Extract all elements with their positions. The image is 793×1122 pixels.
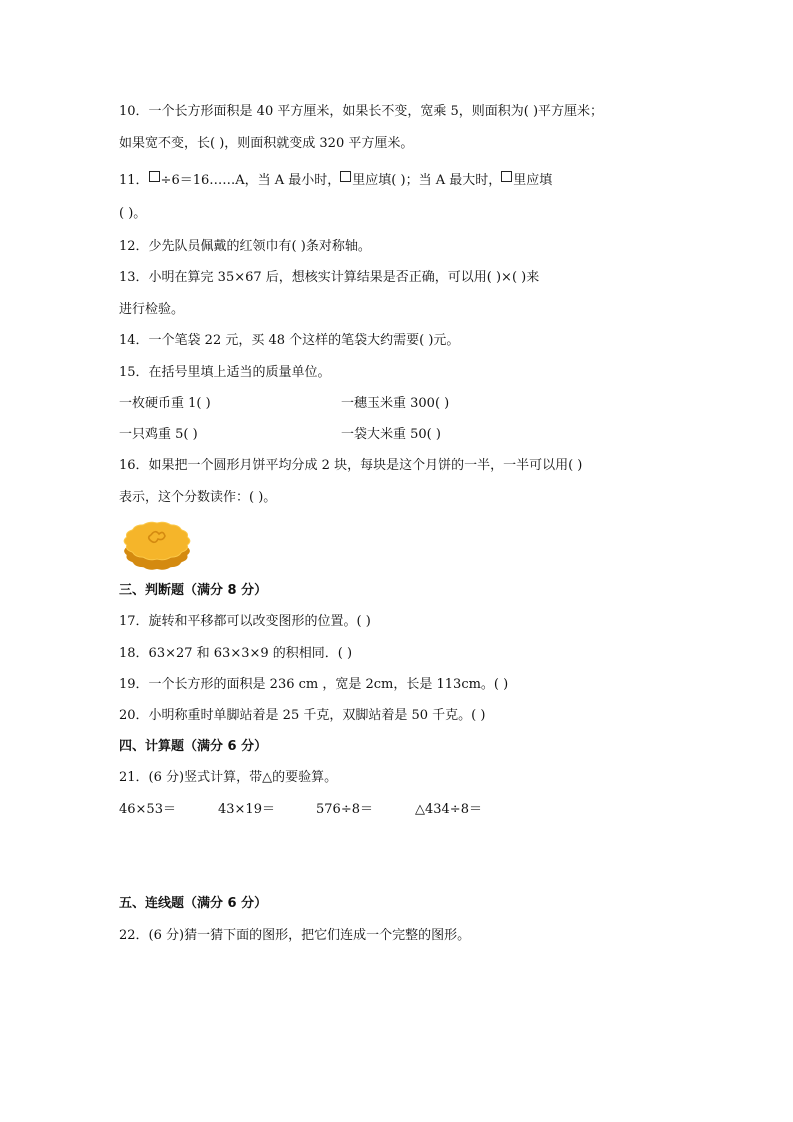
q12-line1: 12．少先队员佩戴的红领巾有( )条对称轴。 [119, 239, 371, 254]
q10-line1: 10．一个长方形面积是 40 平方厘米，如果长不变，宽乘 5，则面积为( )平方厘米； [119, 104, 604, 119]
square-box-icon [340, 171, 351, 182]
section3-title: 三、判断题（满分 8 分） [119, 583, 268, 598]
q17-line1: 17．旋转和平移都可以改变图形的位置。( ) [119, 614, 371, 629]
q11-part1: ÷6＝16……A，当 A 最小时， [160, 173, 341, 188]
q11-part2: 里应填( )；当 A 最大时， [352, 173, 502, 188]
q21-calc-2: 43×19＝ [218, 802, 275, 817]
q15-item-chicken: 一只鸡重 5( ) [119, 427, 198, 442]
q20-line1: 20．小明称重时单脚站着是 25 千克，双脚站着是 50 千克。( ) [119, 708, 486, 723]
q21-line1: 21．(6 分)竖式计算，带△的要验算。 [119, 770, 338, 785]
q22-line1: 22．(6 分)猜一猜下面的图形，把它们连成一个完整的图形。 [119, 928, 471, 943]
q21-calc-1: 46×53＝ [119, 802, 176, 817]
section4-title: 四、计算题（满分 6 分） [119, 739, 268, 754]
q15-item-corn: 一穗玉米重 300( ) [341, 396, 450, 411]
q13-line2: 进行检验。 [119, 302, 185, 317]
mooncake-icon [120, 515, 194, 575]
q10-line2: 如果宽不变，长( )，则面积就变成 320 平方厘米。 [119, 136, 414, 151]
q16-line2: 表示，这个分数读作：( )。 [119, 490, 277, 505]
q18-line1: 18．63×27 和 63×3×9 的积相同．( ) [119, 646, 353, 661]
q11-line1 [119, 171, 552, 190]
q15-item-rice: 一袋大米重 50( ) [341, 427, 441, 442]
q16-line1: 16．如果把一个圆形月饼平均分成 2 块，每块是这个月饼的一半，一半可以用( ) [119, 458, 583, 473]
q14-line1: 14．一个笔袋 22 元，买 48 个这样的笔袋大约需要( )元。 [119, 333, 460, 348]
q15-line1: 15．在括号里填上适当的质量单位。 [119, 365, 331, 380]
q21-calc-4: △434÷8＝ [415, 802, 482, 817]
square-box-icon [501, 171, 512, 182]
square-box-icon [149, 171, 160, 182]
q11-part3: 里应填 [513, 173, 553, 188]
q11-line2: ( )。 [119, 206, 147, 221]
q11-prefix: 11． [119, 173, 149, 188]
q15-item-coin: 一枚硬币重 1( ) [119, 396, 211, 411]
q19-line1: 19．一个长方形的面积是 236 cm ，宽是 2cm，长是 113cm。( ) [119, 677, 509, 692]
q13-line1: 13．小明在算完 35×67 后，想核实计算结果是否正确，可以用( )×( )来 [119, 270, 540, 285]
section5-title: 五、连线题（满分 6 分） [119, 896, 268, 911]
q21-calc-3: 576÷8＝ [316, 802, 373, 817]
